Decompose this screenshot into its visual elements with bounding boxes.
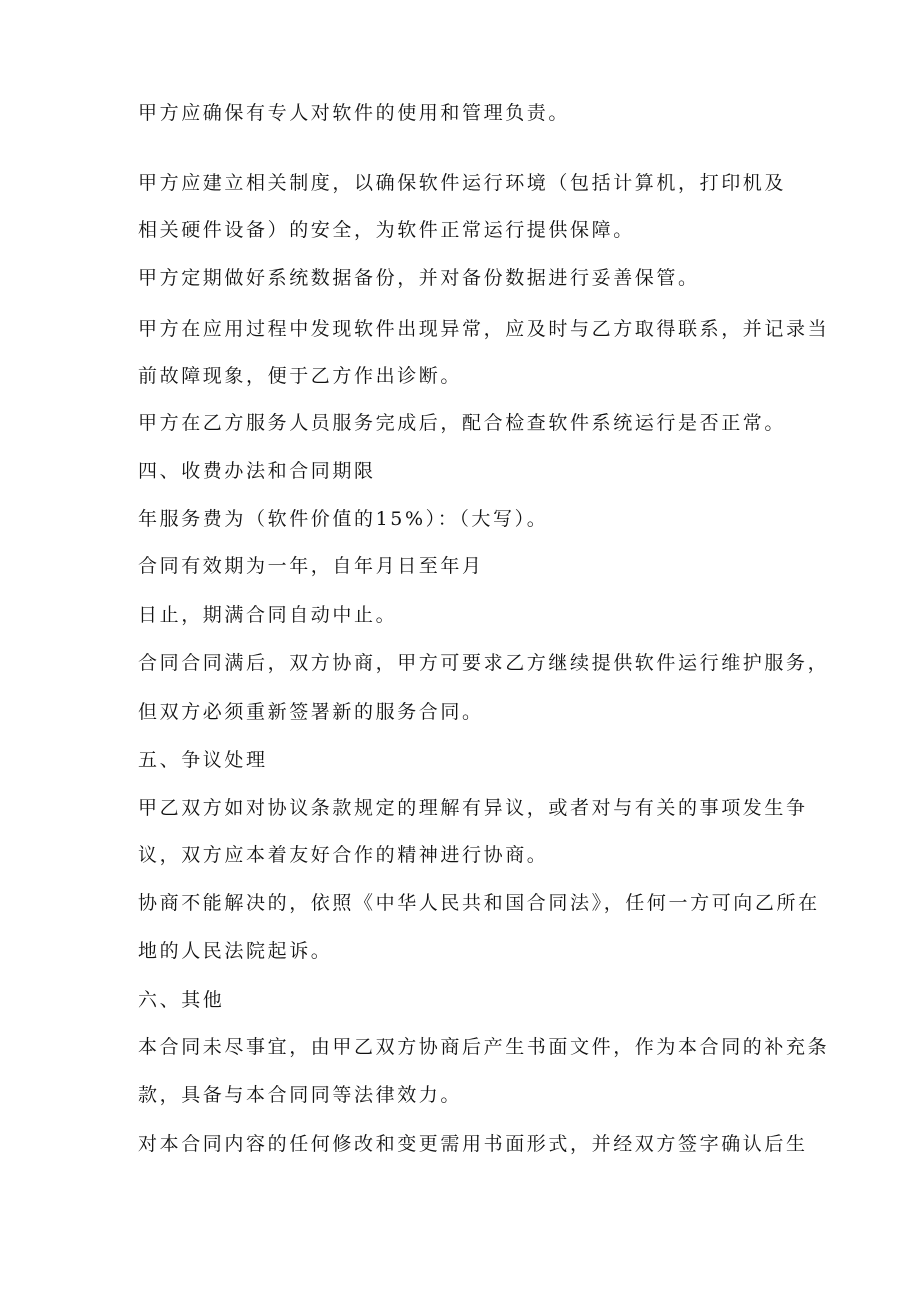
section-heading: 六、其他 [138,989,225,1011]
paragraph-line: 议，双方应本着友好合作的精神进行协商。 [138,844,549,866]
paragraph-line: 款，具备与本合同同等法律效力。 [138,1084,463,1106]
paragraph-line: 地的人民法院起诉。 [138,940,333,962]
paragraph-line: 合同有效期为一年，自年月日至年月 [138,555,484,577]
paragraph-line: 甲方应确保有专人对软件的使用和管理负责。 [138,102,571,124]
paragraph-line: 年服务费为（软件价值的15%）：（大写）。 [138,508,549,530]
paragraph-line: 甲方定期做好系统数据备份，并对备份数据进行妥善保管。 [138,267,700,289]
paragraph-line: 合同合同满后，双方协商，甲方可要求乙方继续提供软件运行维护服务， [138,652,830,674]
paragraph-line: 对本合同内容的任何修改和变更需用书面形式，并经双方签字确认后生 [138,1133,808,1155]
section-heading: 五、争议处理 [138,749,268,771]
paragraph-line: 协商不能解决的，依照《中华人民共和国合同法》，任何一方可向乙所在 [138,892,820,914]
paragraph-line: 前故障现象，便于乙方作出诊断。 [138,365,463,387]
paragraph-line: 日止，期满合同自动中止。 [138,604,398,626]
paragraph-line: 甲方应建立相关制度，以确保软件运行环境（包括计算机，打印机及 [138,172,787,194]
paragraph-line: 相关硬件设备）的安全，为软件正常运行提供保障。 [138,219,635,241]
paragraph-line: 甲乙双方如对协议条款规定的理解有异议，或者对与有关的事项发生争 [138,797,808,819]
paragraph-line: 甲方在乙方服务人员服务完成后，配合检查软件系统运行是否正常。 [138,412,787,434]
paragraph-line: 本合同未尽事宜，由甲乙双方协商后产生书面文件，作为本合同的补充条 [138,1036,830,1058]
section-heading: 四、收费办法和合同期限 [138,460,376,482]
paragraph-line: 甲方在应用过程中发现软件出现异常，应及时与乙方取得联系，并记录当 [138,318,830,340]
paragraph-line: 但双方必须重新签署新的服务合同。 [138,701,484,723]
